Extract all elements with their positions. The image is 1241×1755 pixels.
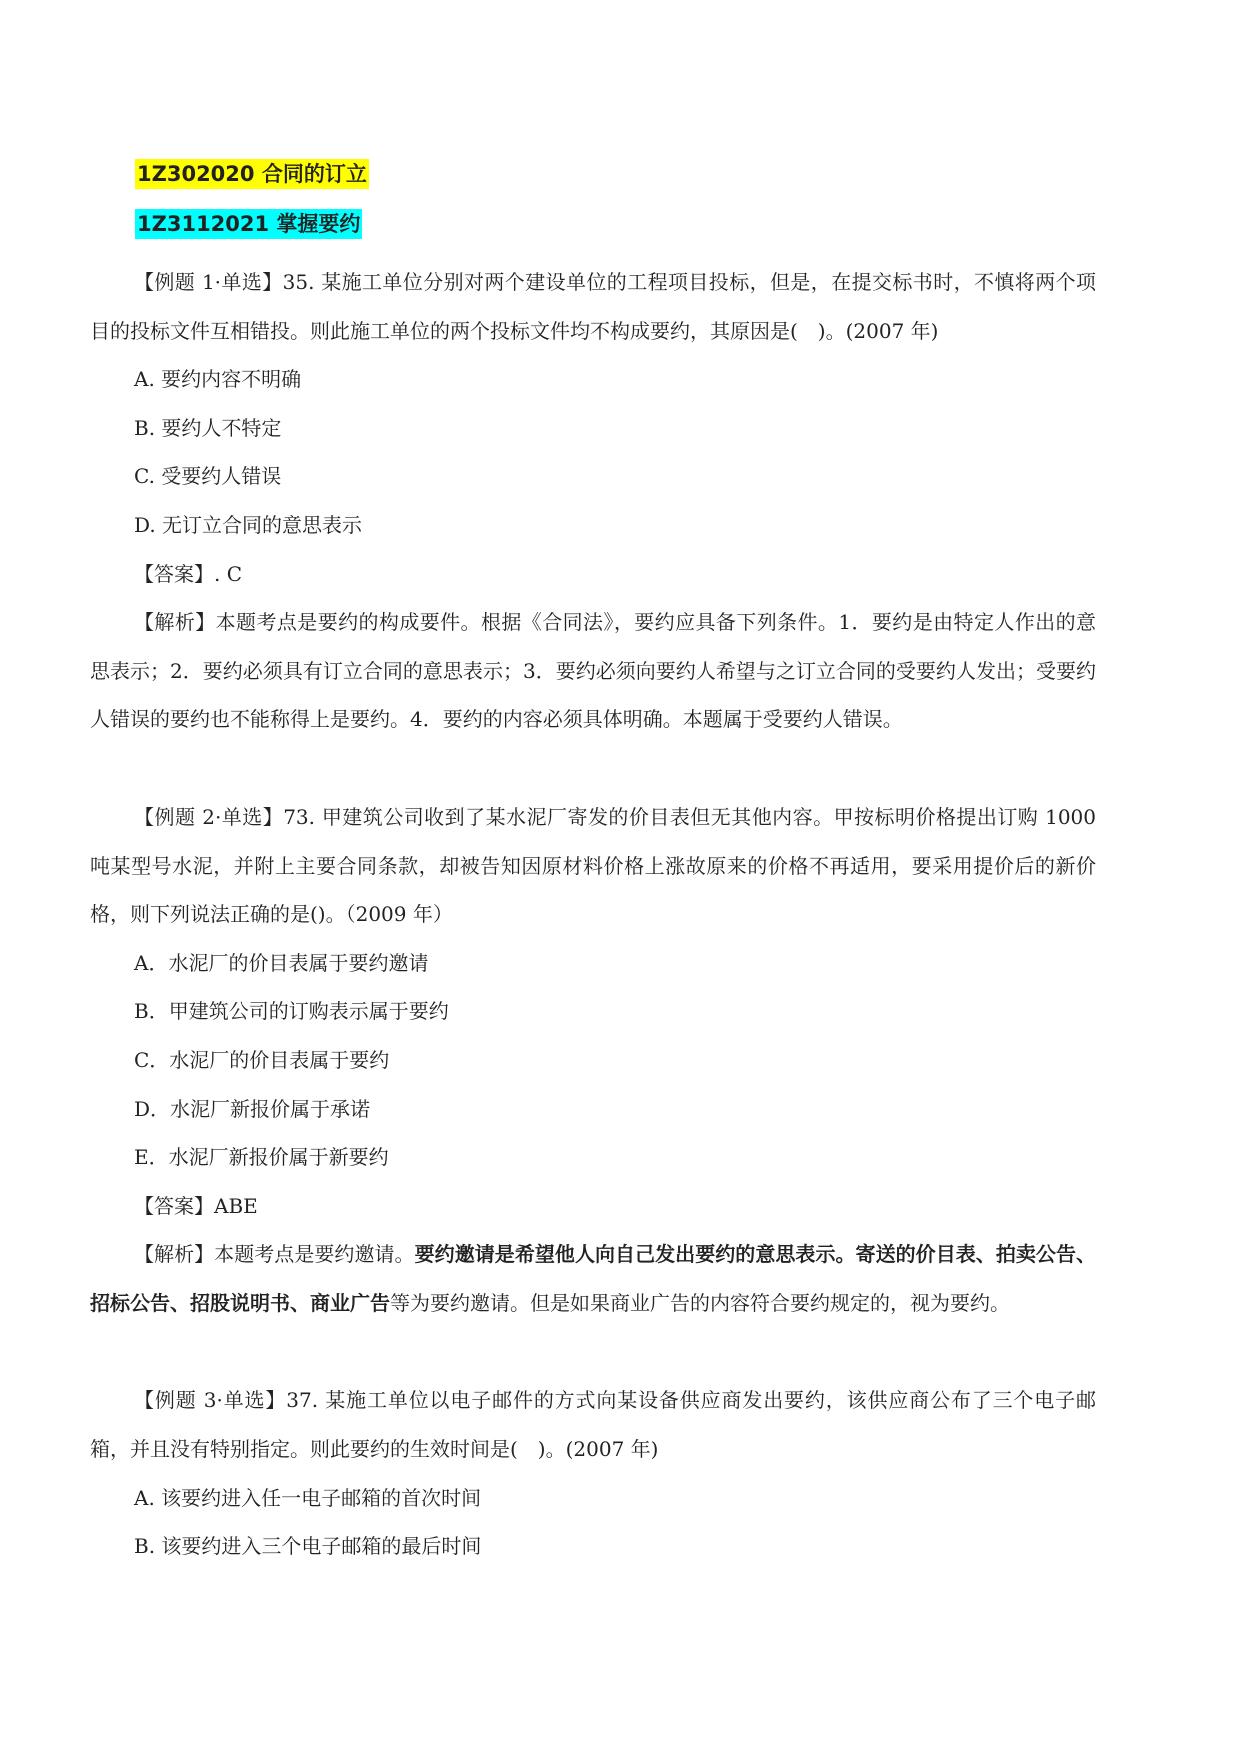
spacer (90, 1327, 1096, 1376)
question-2-option-e: E．水泥厂新报价属于新要约 (134, 1145, 389, 1170)
question-3-option-b: B. 该要约进入三个电子邮箱的最后时间 (134, 1534, 482, 1559)
question-1-option-a: A. 要约内容不明确 (134, 367, 302, 392)
question-2-option-b: B．甲建筑公司的订购表示属于要约 (134, 999, 449, 1024)
spacer (90, 744, 1096, 793)
question-1-analysis: 【解析】本题考点是要约的构成要件。根据《合同法》，要约应具备下列条件。1．要约是由特定人作出的意思表示；2．要约必须具有订立合同的意思表示；3．要约必须向要约人希望与之订立合同的受要约人发出；受要约人错误的要约也不能称得上是要约。4．要约的内容必须具体明确。本题属于受要约人错误。 (90, 610, 1096, 732)
question-2-analysis-prefix: 【解析】本题考点是要约邀请。 (134, 1242, 415, 1267)
question-3 (90, 1376, 1096, 1570)
subsection-heading-text: 1Z3112021 掌握要约 (135, 209, 362, 239)
question-1-option-d: D. 无订立合同的意思表示 (134, 512, 363, 537)
question-1-option-b: B. 要约人不特定 (134, 415, 282, 440)
question-2 (90, 793, 1096, 1328)
question-2-option-a: A．水泥厂的价目表属于要约邀请 (134, 950, 429, 975)
question-3-stem: 【例题 3·单选】37. 某施工单位以电子邮件的方式向某设备供应商发出要约，该供应商公布了三个电子邮箱，并且没有特别指定。则此要约的生效时间是( )。(2007 年) (90, 1388, 1096, 1462)
section-heading (135, 158, 1096, 190)
question-1-answer: 【答案】. C (134, 561, 243, 586)
question-2-stem: 【例题 2·单选】73. 甲建筑公司收到了某水泥厂寄发的价目表但无其他内容。甲按标明价格提出订购 1000 吨某型号水泥，并附上主要合同条款，却被告知因原材料价格上涨故原来的价格不再适用，要采用提价后的新价格，则下列说法正确的是()。（2009 年） (90, 804, 1096, 927)
question-2-option-c: C．水泥厂的价目表属于要约 (134, 1047, 390, 1072)
question-1 (90, 258, 1096, 744)
question-2-analysis (90, 1230, 1096, 1327)
question-1-option-c: C. 受要约人错误 (134, 464, 282, 489)
question-2-analysis-suffix: 等为要约邀请。但是如果商业广告的内容符合要约规定的，视为要约。 (390, 1290, 1010, 1315)
subsection-heading (135, 208, 1096, 240)
question-2-answer: 【答案】ABE (134, 1193, 258, 1218)
section-heading-text: 1Z302020 合同的订立 (135, 159, 369, 189)
question-3-option-a: A. 该要约进入任一电子邮箱的首次时间 (134, 1485, 482, 1510)
question-2-option-d: D．水泥厂新报价属于承诺 (134, 1096, 371, 1121)
question-1-stem: 【例题 1·单选】35. 某施工单位分别对两个建设单位的工程项目投标，但是，在提交标书时，不慎将两个项目的投标文件互相错投。则此施工单位的两个投标文件均不构成要约，其原因是( )。(2007 年) (90, 270, 1096, 343)
question-2-analysis-bold: 要约邀请是希望他人向自己发出要约的意思表示。寄送的价目表、拍卖公告、招标公告、招股说明书、商业广告 (90, 1242, 1097, 1315)
